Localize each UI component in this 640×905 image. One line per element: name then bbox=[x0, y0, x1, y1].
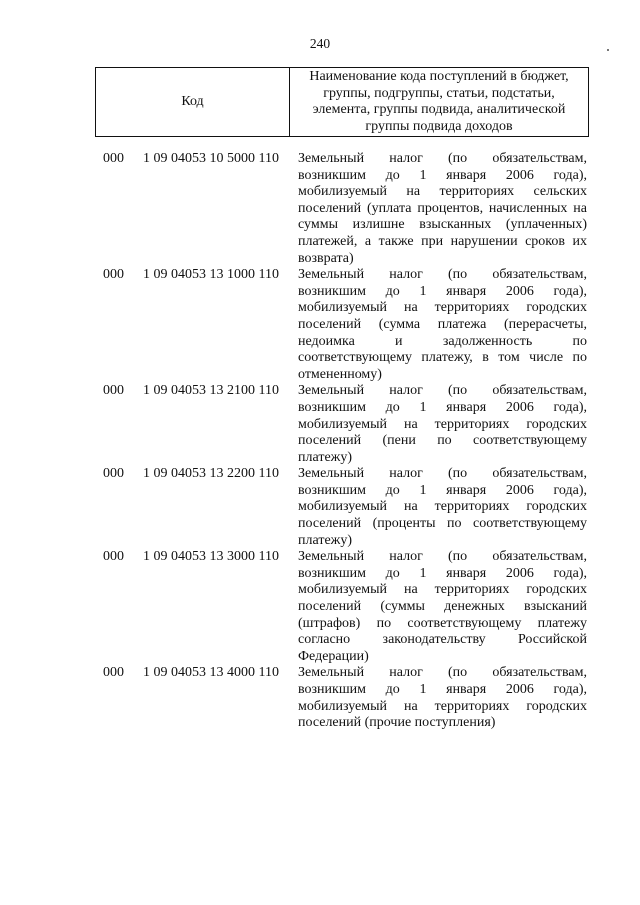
row-revenue-code: 1 09 04053 10 5000 110 bbox=[143, 151, 279, 166]
row-revenue-code: 1 09 04053 13 1000 110 bbox=[143, 267, 279, 283]
revenue-code-list bbox=[0, 151, 640, 732]
row-admin-code: 000 bbox=[103, 665, 124, 681]
row-description: Земельный налог (по обязательствам, возникшим до 1 января 2006 года), мобилизуемый на территориях городских поселений (сумма платежа (перерасчеты, недоимка и задолженность по соответствующему платежу, в том числе по отмененному) bbox=[298, 267, 587, 382]
row-admin-code: 000 bbox=[103, 466, 124, 482]
table-row bbox=[0, 549, 640, 665]
table-row bbox=[0, 267, 640, 383]
row-description: Земельный налог (по обязательствам, возникшим до 1 января 2006 года), мобилизуемый на территориях городских поселений (проценты по соответствующему платежу) bbox=[298, 466, 587, 548]
row-description: Земельный налог (по обязательствам, возникшим до 1 января 2006 года), мобилизуемый на территориях городских поселений (суммы денежных взысканий (штрафов) по соответствующему платежу согласно законодательству Российской Федерации) bbox=[298, 549, 587, 664]
page-number: 240 bbox=[309, 36, 331, 51]
header-name-cell: Наименование кода поступлений в бюджет, группы, подгруппы, статьи, подстатьи, элемента, группы подвида, аналитической группы подвида доходов bbox=[290, 68, 589, 137]
row-admin-code: 000 bbox=[103, 549, 124, 565]
table-header bbox=[95, 67, 589, 137]
row-revenue-code: 1 09 04053 13 2100 110 bbox=[143, 383, 279, 399]
row-description: Земельный налог (по обязательствам, возникшим до 1 января 2006 года), мобилизуемый на территориях сельских поселений (уплата процентов, начисленных на суммы излишне взысканных (уплаченных) платежей, а также при нарушении сроков их возврата) bbox=[298, 151, 587, 266]
row-description: Земельный налог (по обязательствам, возникшим до 1 января 2006 года), мобилизуемый на территориях городских поселений (прочие поступления) bbox=[298, 665, 587, 731]
scan-speck bbox=[607, 49, 609, 51]
header-code-cell: Код bbox=[96, 68, 290, 137]
row-revenue-code: 1 09 04053 13 2200 110 bbox=[143, 466, 279, 482]
row-revenue-code: 1 09 04053 13 4000 110 bbox=[143, 665, 279, 681]
table-row bbox=[0, 665, 640, 731]
row-revenue-code: 1 09 04053 13 3000 110 bbox=[143, 549, 279, 565]
table-row bbox=[0, 466, 640, 549]
row-admin-code: 000 bbox=[103, 383, 124, 399]
row-admin-code: 000 bbox=[103, 267, 124, 283]
row-admin-code: 000 bbox=[103, 151, 124, 166]
row-description: Земельный налог (по обязательствам, возникшим до 1 января 2006 года), мобилизуемый на территориях городских поселений (пени по соответствующему платежу) bbox=[298, 383, 587, 465]
table-row bbox=[0, 151, 640, 267]
table-row bbox=[0, 383, 640, 466]
